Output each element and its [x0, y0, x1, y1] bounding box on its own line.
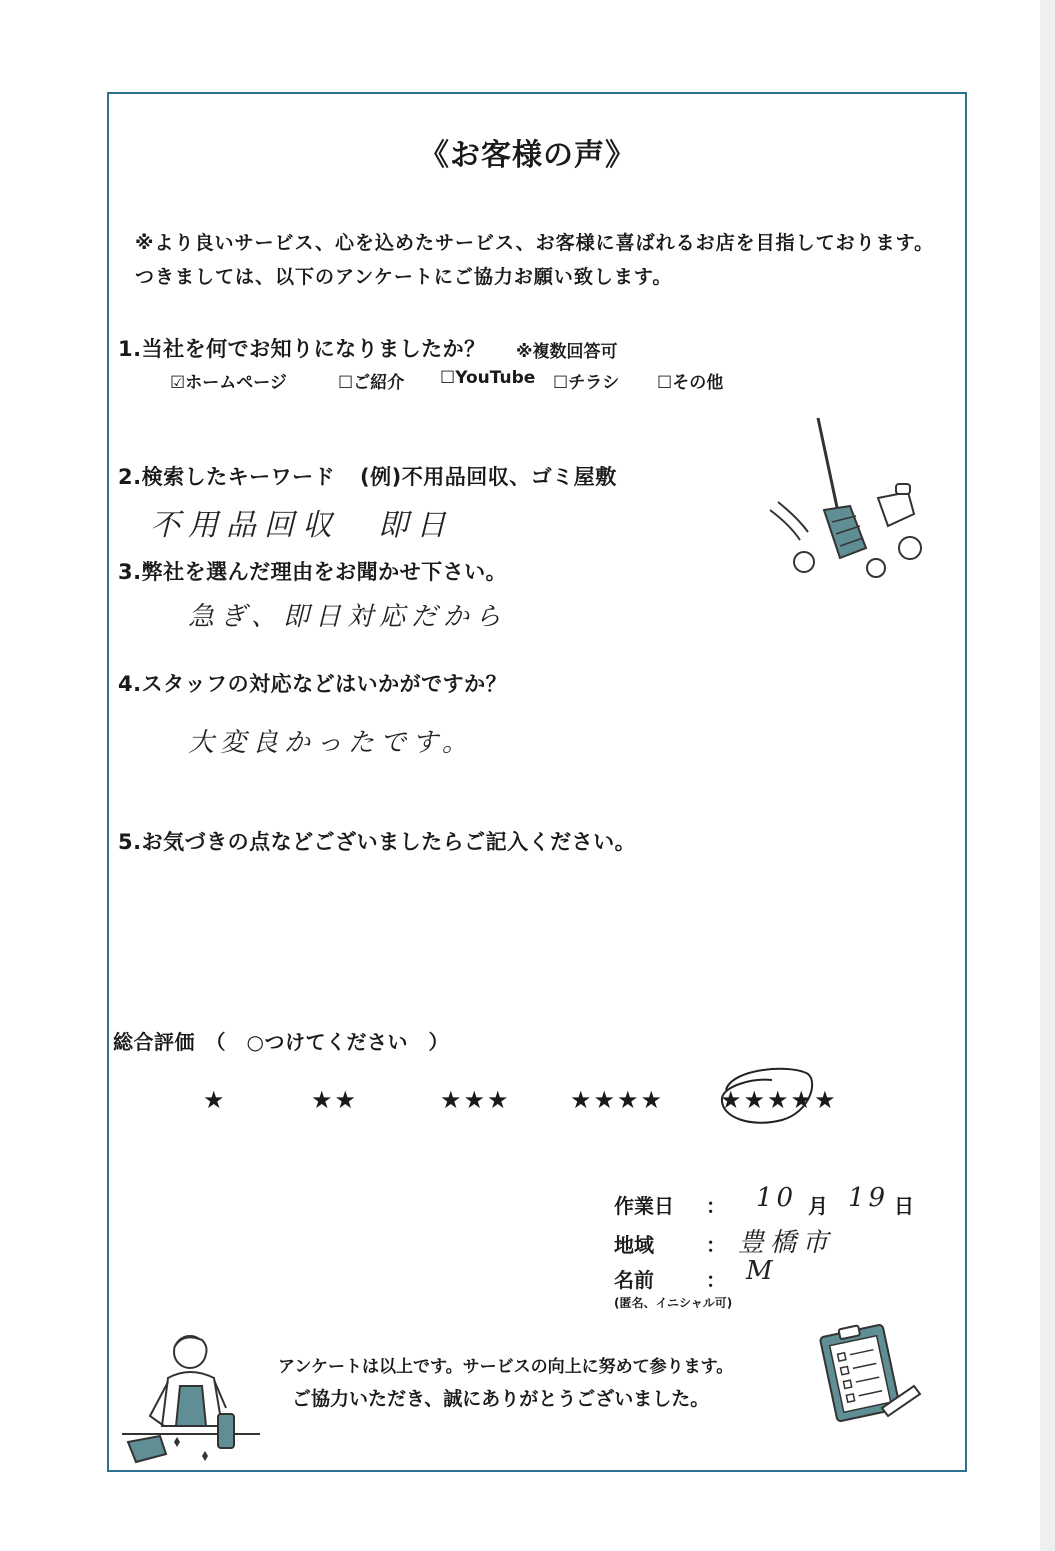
option-label: その他: [672, 373, 724, 393]
intro-line-2: つきましては、以下のアンケートにご協力お願い致します。: [135, 266, 673, 288]
option-label: ご紹介: [353, 373, 405, 393]
option-label: ホームページ: [185, 373, 287, 393]
clipboard-checklist-icon: [818, 1322, 928, 1422]
option-flyer[interactable]: [553, 368, 619, 393]
checkbox-icon[interactable]: ☐: [440, 368, 456, 388]
name-note: (匿名、イニシャル可): [614, 1296, 733, 1310]
checkbox-icon[interactable]: ☐: [657, 373, 673, 393]
colon: ：: [706, 1233, 726, 1257]
broom-dustpan-icon: [760, 410, 940, 590]
work-day-value[interactable]: 19: [848, 1183, 890, 1213]
option-referral[interactable]: [338, 368, 404, 393]
rating-2-stars[interactable]: ★★: [311, 1086, 359, 1114]
question-2-example: (例)不用品回収、ゴミ屋敷: [360, 465, 617, 489]
area-label: 地域: [614, 1233, 654, 1257]
multiple-answer-note: ※複数回答可: [516, 342, 618, 362]
area-value[interactable]: 豊橋市: [738, 1228, 835, 1258]
month-unit: 月: [808, 1194, 828, 1218]
option-youtube[interactable]: [440, 368, 535, 388]
option-other[interactable]: [657, 368, 723, 393]
form-border: [107, 92, 967, 1472]
question-2: 2.検索したキーワード: [118, 465, 336, 489]
option-label: YouTube: [455, 368, 536, 388]
closing-line-2: ご協力いただき、誠にありがとうございました。: [292, 1388, 710, 1410]
question-4: 4.スタッフの対応などはいかがですか？: [118, 672, 508, 696]
question-5: 5.お気づきの点などございましたらご記入ください。: [118, 830, 637, 854]
name-value[interactable]: M: [746, 1256, 779, 1286]
option-label: チラシ: [568, 373, 620, 393]
answer-2-handwritten[interactable]: 不用品回収 即日: [150, 508, 454, 543]
question-3: 3.弊社を選んだ理由をお聞かせ下さい。: [118, 560, 508, 584]
day-unit: 日: [894, 1194, 914, 1218]
page-title: 《お客様の声》: [419, 138, 636, 173]
option-homepage[interactable]: [170, 368, 287, 393]
colon: ：: [706, 1268, 726, 1292]
checkbox-checked-icon[interactable]: ☑: [170, 373, 186, 393]
work-date-label: 作業日: [614, 1194, 674, 1218]
cleaning-person-icon: [122, 1330, 272, 1470]
rating-5-stars[interactable]: ★★★★★: [720, 1086, 838, 1114]
rating-4-stars[interactable]: ★★★★: [570, 1086, 665, 1114]
work-month-value[interactable]: 10: [756, 1183, 798, 1213]
name-label: 名前: [614, 1268, 654, 1292]
overall-rating-label: 総合評価 （ ○つけてください ）: [113, 1030, 449, 1054]
answer-3-handwritten[interactable]: 急ぎ、即日対応だから: [188, 602, 507, 632]
closing-line-1: アンケートは以上です。サービスの向上に努めて参ります。: [278, 1357, 734, 1377]
question-1: 1.当社を何でお知りになりましたか？: [118, 337, 486, 361]
rating-3-stars[interactable]: ★★★: [440, 1086, 511, 1114]
checkbox-icon[interactable]: ☐: [553, 373, 569, 393]
intro-line-1: ※より良いサービス、心を込めたサービス、お客様に喜ばれるお店を目指しております。: [135, 232, 935, 254]
rating-selection-circle: [712, 1060, 822, 1132]
rating-1-star[interactable]: ★: [203, 1086, 227, 1114]
answer-4-handwritten[interactable]: 大変良かったです。: [188, 728, 474, 758]
colon: ：: [706, 1194, 726, 1218]
checkbox-icon[interactable]: ☐: [338, 373, 354, 393]
